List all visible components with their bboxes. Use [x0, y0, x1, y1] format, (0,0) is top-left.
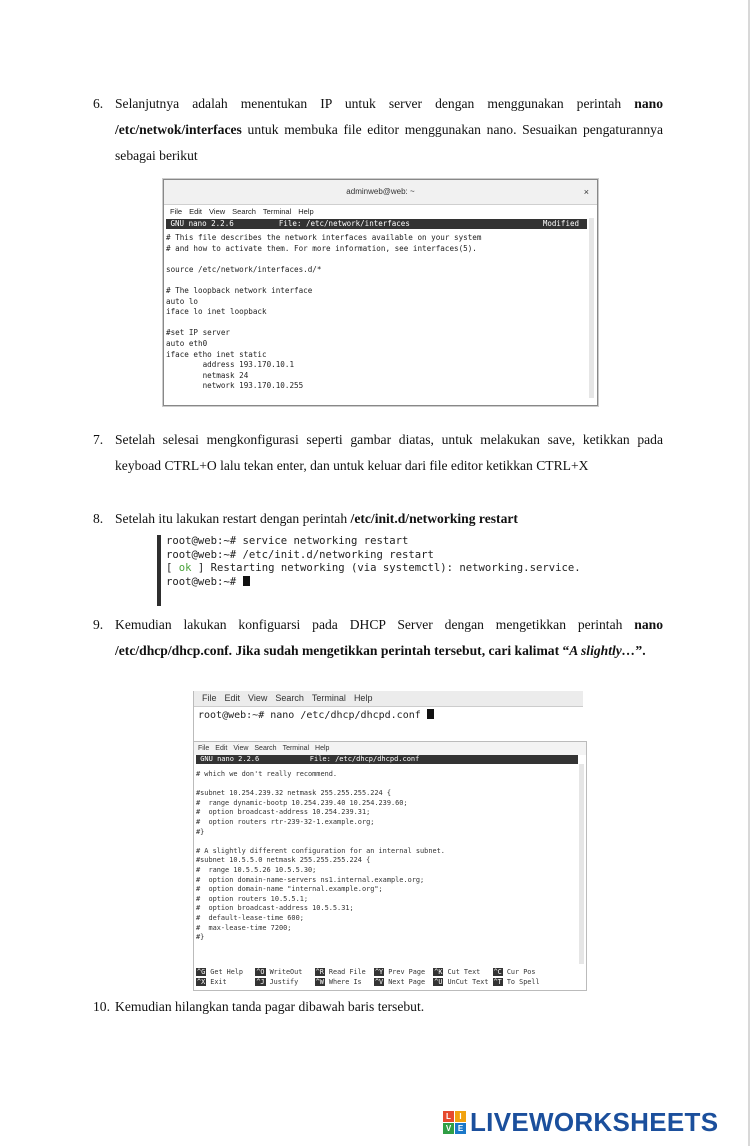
- terminal-menubar: [194, 742, 586, 755]
- modified-indicator: Modified: [542, 219, 579, 228]
- logo-block: I: [455, 1111, 466, 1122]
- command-text: /etc/init.d/networking restart: [350, 511, 518, 526]
- step-text: Setelah selesai mengkonfigurasi seperti gambar diatas, untuk melakukan save, ketikkan pada keyboad CTRL+O lalu tekan enter, dan untuk keluar dari file editor ketikkan CTRL+X: [115, 432, 663, 473]
- search-phrase: A slightly…: [569, 643, 636, 658]
- nano-shortcuts: ^G Get Help ^O WriteOut ^R Read File ^Y Prev Page ^K Cut Text ^C Cur Pos ^X Exit ^J Justify ^W Where Is ^V Next Page ^U UnCut Text ^T To Spell: [197, 968, 540, 986]
- menu-help: Help: [298, 207, 314, 216]
- menu-file: File: [202, 693, 217, 703]
- nano-interfaces-window: [163, 179, 598, 406]
- menu-edit: Edit: [215, 745, 228, 752]
- menu-edit: Edit: [224, 693, 241, 703]
- terminal-menubar: [194, 691, 583, 706]
- nano-dhcpd-window: [193, 741, 587, 991]
- step-6: [93, 91, 663, 169]
- menu-search: Search: [275, 693, 304, 703]
- logo-blocks-icon: [443, 1111, 466, 1134]
- step-number: 9.: [93, 617, 104, 632]
- terminal-output: root@web:~# nano /etc/dhcp/dhcpd.conf: [194, 706, 583, 721]
- menu-view: View: [233, 745, 249, 752]
- cursor-icon: [243, 576, 250, 586]
- step-text: Selanjutnya adalah menentukan IP untuk server dengan menggunakan perintah nano /etc/netwok/interfaces untuk membuka file editor menggunakan nano. Sesuaikan pengaturannya sebagai berikut: [115, 96, 663, 163]
- step-number: 7.: [93, 432, 104, 447]
- file-content: # This file describes the network interfaces available on your system # and how to activate them. For more information, see interfaces(5). source /etc/network/interfaces.d/* # The loopback network interface auto lo iface lo inet loopback #set IP server auto eth0 iface etho inet static address 193.170.10.1 netmask 24 network 193.170.10.255: [166, 233, 482, 391]
- step-text: Kemudian lakukan konfiguarsi pada DHCP Server dengan mengetikkan perintah nano /etc/dhcp/dhcp.conf. Jika sudah mengetikkan perintah tersebut, cari kalimat “A slightly…”.: [115, 617, 663, 658]
- menu-terminal: Terminal: [311, 693, 346, 703]
- menu-edit: Edit: [189, 207, 203, 216]
- window-titlebar: [164, 180, 597, 205]
- menu-search: Search: [232, 207, 256, 216]
- scrollbar: [589, 218, 594, 398]
- command-text: nano /etc/dhcp/dhcp.conf: [115, 617, 663, 658]
- cursor-icon: [427, 709, 434, 719]
- step-9: [93, 612, 663, 664]
- ok-status: ok: [178, 562, 192, 574]
- command-text: nano /etc/netwok/interfaces: [115, 96, 663, 137]
- step-text: Kemudian hilangkan tanda pagar dibawah baris tersebut.: [115, 999, 425, 1014]
- window-title: adminweb@web: ~: [346, 187, 415, 196]
- step-10: [93, 994, 663, 1020]
- step-text: Setelah itu lakukan restart dengan perintah /etc/init.d/networking restart: [115, 511, 518, 526]
- restart-terminal: [157, 535, 597, 606]
- divider: [194, 706, 583, 707]
- scrollbar: [579, 764, 584, 964]
- logo-block: E: [455, 1123, 466, 1134]
- nano-status-bar: GNU nano 2.2.6 File: /etc/network/interfaces Modified: [166, 219, 587, 229]
- step-number: 8.: [93, 511, 104, 526]
- menu-terminal: Terminal: [262, 207, 292, 216]
- logo-block: L: [443, 1111, 454, 1122]
- menu-search: Search: [254, 745, 277, 752]
- step-7: [93, 427, 663, 479]
- close-icon: ×: [583, 187, 589, 197]
- logo-text: LIVEWORKSHEETS: [470, 1106, 719, 1137]
- step-number: 6.: [93, 96, 104, 111]
- menu-file: File: [170, 207, 183, 216]
- step-number: 10.: [93, 999, 110, 1014]
- menu-view: View: [248, 693, 268, 703]
- nano-status-bar: GNU nano 2.2.6 File: /etc/dhcp/dhcpd.conf: [196, 755, 578, 764]
- nano-command-terminal: [193, 691, 583, 743]
- step-8: [93, 506, 663, 532]
- terminal-output: root@web:~# service networking restart root@web:~# /etc/init.d/networking restart [ ok ] Restarting networking (via systemctl): networking.service. root@web:~#: [166, 535, 581, 588]
- menu-view: View: [209, 207, 226, 216]
- terminal-menubar: [164, 205, 597, 219]
- logo-block: V: [443, 1123, 454, 1134]
- menu-terminal: Terminal: [282, 745, 310, 752]
- file-content: # which we don't really recommend. #subnet 10.254.239.32 netmask 255.255.255.224 { # range dynamic-bootp 10.254.239.40 10.254.239.60; # option broadcast-address 10.254.239.31; # option routers rtr-239-32-1.example.org; #} # A slightly different configuration for an internal subnet. #subnet 10.5.5.0 netmask 255.255.255.224 { # range 10.5.5.26 10.5.5.30; # option domain-name-servers ns1.internal.example.org; # option domain-name "internal.example.org"; # option routers 10.5.5.1; # option broadcast-address 10.5.5.31; # default-lease-time 600; # max-lease-time 7200; #}: [196, 770, 445, 942]
- menu-file: File: [198, 745, 210, 752]
- menu-help: Help: [315, 745, 330, 752]
- menu-help: Help: [353, 693, 373, 703]
- liveworksheets-logo: [443, 1107, 718, 1137]
